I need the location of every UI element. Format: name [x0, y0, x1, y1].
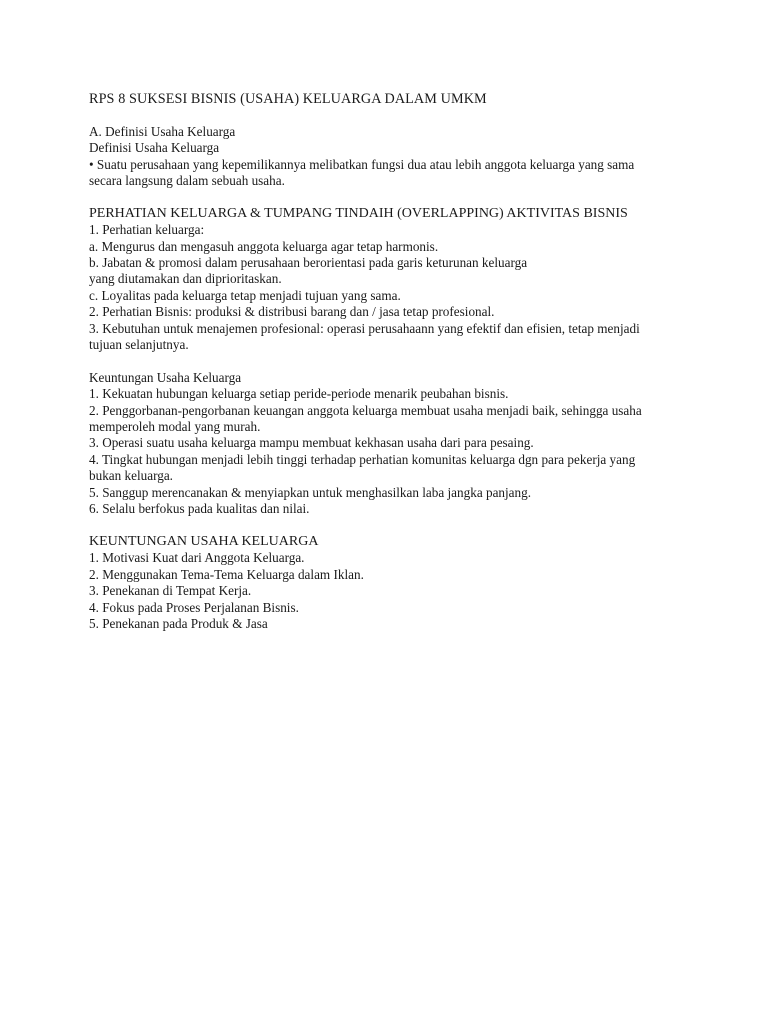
list-item: memperoleh modal yang murah.: [89, 419, 261, 435]
section-heading: A. Definisi Usaha Keluarga: [89, 123, 236, 139]
section-heading: KEUNTUNGAN USAHA KELUARGA: [89, 533, 319, 549]
section-heading: Keuntungan Usaha Keluarga: [89, 369, 242, 385]
section-keuntungan: [89, 370, 689, 518]
list-item: 6. Selalu berfokus pada kualitas dan nilai.: [89, 501, 310, 517]
list-item: 2. Perhatian Bisnis: produksi & distribusi barang dan / jasa tetap profesional.: [89, 304, 495, 320]
list-item: 5. Penekanan pada Produk & Jasa: [89, 615, 268, 631]
list-item: 2. Menggunakan Tema-Tema Keluarga dalam Iklan.: [89, 566, 364, 582]
paragraph-line: • Suatu perusahaan yang kepemilikannya melibatkan fungsi dua atau lebih anggota keluarga yang sama: [89, 156, 635, 172]
list-item: 3. Operasi suatu usaha keluarga mampu membuat kekhasan usaha dari para pesaing.: [89, 435, 534, 451]
list-item: 4. Tingkat hubungan menjadi lebih tinggi terhadap perhatian komunitas keluarga dgn para pekerja yang: [89, 451, 636, 467]
section-subheading: Definisi Usaha Keluarga: [89, 140, 220, 156]
section-perhatian: [89, 206, 689, 354]
list-item: tujuan selanjutnya.: [89, 337, 189, 353]
list-item: yang diutamakan dan diprioritaskan.: [89, 271, 282, 287]
list-item: 2. Penggorbanan-pengorbanan keuangan anggota keluarga membuat usaha menjadi baik, sehingga usaha: [89, 402, 642, 418]
list-item: b. Jabatan & promosi dalam perusahaan berorientasi pada garis keturunan keluarga: [89, 255, 528, 271]
document-body: [89, 91, 689, 632]
list-item: a. Mengurus dan mengasuh anggota keluarga agar tetap harmonis.: [89, 238, 439, 254]
section-heading: PERHATIAN KELUARGA & TUMPANG TINDAIH (OVERLAPPING) AKTIVITAS BISNIS: [89, 205, 628, 221]
list-item: c. Loyalitas pada keluarga tetap menjadi tujuan yang sama.: [89, 287, 401, 303]
list-item: 1. Kekuatan hubungan keluarga setiap peride-periode menarik peubahan bisnis.: [89, 386, 509, 402]
section-definisi: [89, 124, 689, 190]
list-item: 1. Perhatian keluarga:: [89, 222, 205, 238]
list-item: 4. Fokus pada Proses Perjalanan Bisnis.: [89, 599, 299, 615]
list-item: 1. Motivasi Kuat dari Anggota Keluarga.: [89, 550, 305, 566]
list-item: 3. Penekanan di Tempat Kerja.: [89, 583, 252, 599]
section-keuntungan-caps: [89, 534, 689, 632]
document-title: RPS 8 SUKSESI BISNIS (USAHA) KELUARGA DALAM UMKM: [89, 91, 487, 107]
list-item: 3. Kebutuhan untuk menajemen profesional: operasi perusahaann yang efektif dan efisien, tetap menjadi: [89, 320, 640, 336]
paragraph-line: secara langsung dalam sebuah usaha.: [89, 173, 285, 189]
list-item: 5. Sanggup merencanakan & menyiapkan untuk menghasilkan laba jangka panjang.: [89, 484, 532, 500]
list-item: bukan keluarga.: [89, 468, 173, 484]
